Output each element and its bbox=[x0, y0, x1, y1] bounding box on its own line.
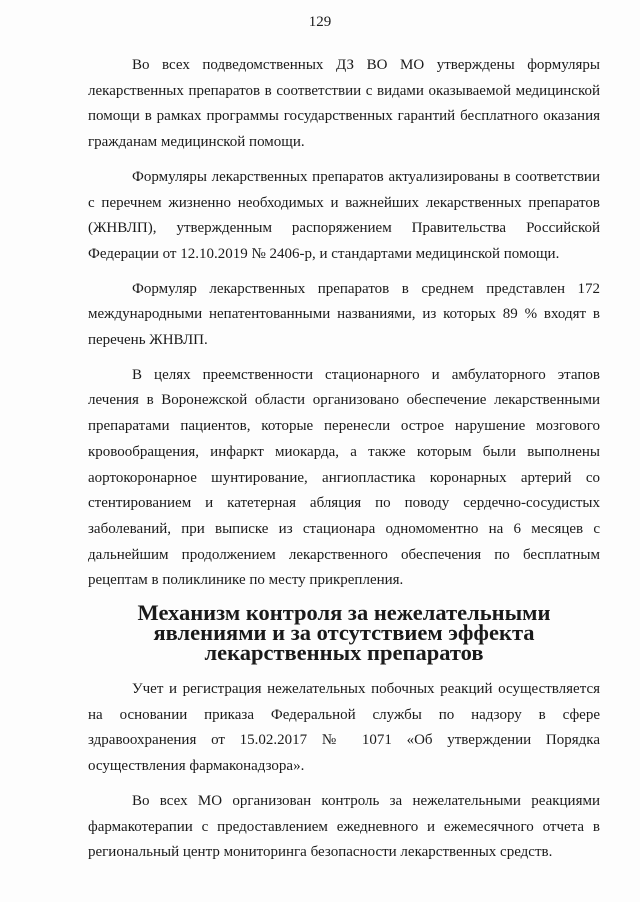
page-number: 129 bbox=[308, 14, 332, 30]
paragraph-formulary-size: Формуляр лекарственных препаратов в среднем представлен 172 международными непатентованными названиями, из которых 89 % входят в перечень ЖНВЛП. bbox=[88, 280, 600, 349]
paragraph-formularies-updated: Формуляры лекарственных препаратов актуализированы в соответствии с перечнем жизненно необходимых и важнейших лекарственных препаратов (ЖНВЛП), утвержденным распоряжением Правительства Российской Федерации от 12.10.2019 № 2406-р, и стандартами медицинской помощи. bbox=[88, 168, 600, 262]
paragraph-formularies-approved: Во всех подведомственных ДЗ ВО МО утверждены формуляры лекарственных препаратов в соответствии с видами оказываемой медицинской помощи в рамках программы государственных гарантий бесплатного оказания гражданам медицинской помощи. bbox=[88, 57, 600, 151]
paragraph-adverse-reaction-registration: Учет и регистрация нежелательных побочных реакций осуществляется на основании приказа Федеральной службы по надзору в сфере здравоохранения от 15.02.2017 № 1071 «Об утверждении Порядка осуществления фармаконадзора». bbox=[88, 681, 600, 775]
section-heading: Механизм контроля за нежелательными явлениями и за отсутствием эффекта лекарственных препаратов bbox=[137, 600, 551, 666]
paragraph-continuity-of-care: В целях преемственности стационарного и амбулаторного этапов лечения в Воронежской области организовано обеспечение лекарственными препаратами пациентов, которые перенесли острое нарушение мозгового кровообращения, инфаркт миокарда, а также которым были выполнены аортокоронарное шунтирование, ангиопластика коронарных артерий со стентированием и катетерная абляция по поводу сердечно-сосудистых заболеваний, при выписке из стационара одномоментно на 6 месяцев с дальнейшим продолжением лекарственного обеспечения по бесплатным рецептам в поликлинике по месту прикрепления. bbox=[88, 366, 600, 589]
paragraph-adverse-reaction-control: Во всех МО организован контроль за нежелательными реакциями фармакотерапии с предоставлением ежедневного и ежемесячного отчета в региональный центр мониторинга безопасности лекарственных средств. bbox=[88, 792, 600, 861]
document-body bbox=[88, 53, 600, 875]
